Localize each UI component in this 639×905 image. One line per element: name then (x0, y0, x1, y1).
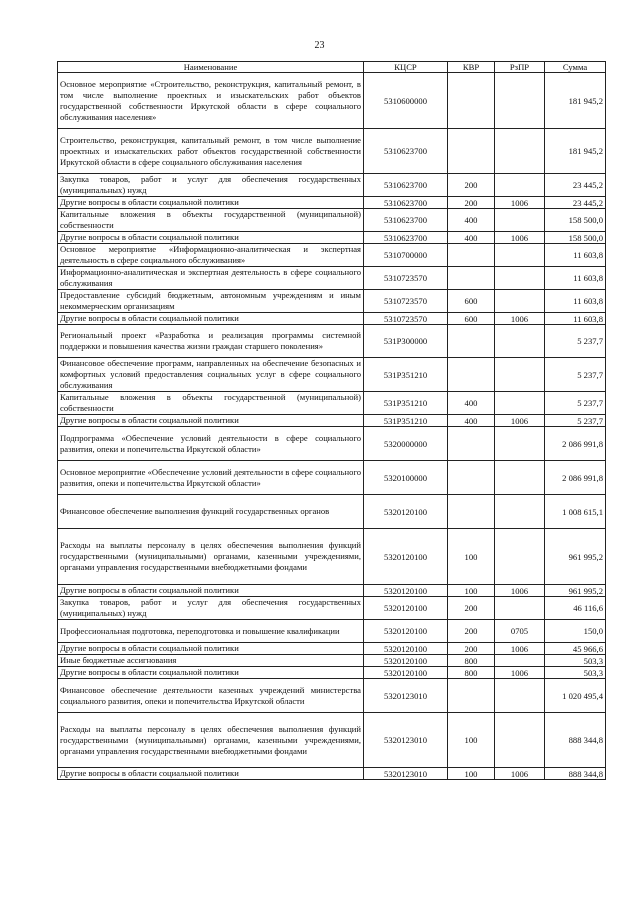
row-name: Закупка товаров, работ и услуг для обеспечения государственных (муниципальных) нужд (58, 597, 364, 620)
row-kcsr: 5320120100 (364, 495, 448, 529)
row-sum: 23 445,2 (545, 174, 606, 197)
header-sum: Сумма (545, 62, 606, 73)
table-row (58, 267, 606, 290)
row-kvr: 600 (448, 313, 495, 325)
row-rzpr (495, 267, 545, 290)
row-kvr: 100 (448, 768, 495, 780)
row-kcsr: 5320120100 (364, 667, 448, 679)
header-rzpr: РзПР (495, 62, 545, 73)
row-kcsr: 5320120100 (364, 529, 448, 585)
row-name: Подпрограмма «Обеспечение условий деятельности в сфере социального развития, опеки и попечительства Иркутской области» (58, 427, 364, 461)
row-kcsr: 531P300000 (364, 325, 448, 358)
row-kcsr: 5310623700 (364, 209, 448, 232)
row-kcsr: 5310723570 (364, 290, 448, 313)
row-name: Предоставление субсидий бюджетным, автономным учреждениям и иным некоммерческим организациям (58, 290, 364, 313)
row-rzpr (495, 461, 545, 495)
row-kvr: 600 (448, 290, 495, 313)
row-sum: 961 995,2 (545, 529, 606, 585)
table-row (58, 713, 606, 768)
row-rzpr (495, 358, 545, 392)
header-kvr: КВР (448, 62, 495, 73)
row-kcsr: 5320120100 (364, 585, 448, 597)
row-name: Капитальные вложения в объекты государственной (муниципальной) собственности (58, 392, 364, 415)
row-rzpr (495, 290, 545, 313)
row-kcsr: 5320123010 (364, 768, 448, 780)
row-sum: 2 086 991,8 (545, 427, 606, 461)
row-rzpr: 1006 (495, 585, 545, 597)
row-name: Расходы на выплаты персоналу в целях обеспечения выполнения функций государственными (муниципальными) органами, казенными учреждениями, органами управления государственными внебюджетными фондами (58, 713, 364, 768)
page-number: 23 (314, 40, 325, 51)
table-row (58, 392, 606, 415)
row-rzpr (495, 392, 545, 415)
row-kcsr: 5310623700 (364, 232, 448, 244)
row-kvr (448, 325, 495, 358)
row-rzpr (495, 174, 545, 197)
row-sum: 23 445,2 (545, 197, 606, 209)
table-row (58, 232, 606, 244)
row-sum: 11 603,8 (545, 244, 606, 267)
row-kvr: 400 (448, 209, 495, 232)
row-rzpr (495, 597, 545, 620)
row-rzpr: 1006 (495, 667, 545, 679)
table-row (58, 667, 606, 679)
row-sum: 11 603,8 (545, 290, 606, 313)
row-sum: 158 500,0 (545, 232, 606, 244)
row-kvr: 400 (448, 392, 495, 415)
row-sum: 5 237,7 (545, 325, 606, 358)
header-name: Наименование (58, 62, 364, 73)
row-rzpr (495, 529, 545, 585)
table-row (58, 585, 606, 597)
table-row (58, 427, 606, 461)
row-sum: 503,3 (545, 655, 606, 667)
row-rzpr (495, 209, 545, 232)
table-row (58, 313, 606, 325)
row-name: Другие вопросы в области социальной политики (58, 313, 364, 325)
table-row (58, 129, 606, 174)
row-kvr: 100 (448, 713, 495, 768)
table-body (58, 73, 606, 780)
row-name: Другие вопросы в области социальной политики (58, 415, 364, 427)
table-row (58, 643, 606, 655)
table-row (58, 290, 606, 313)
row-kvr: 200 (448, 597, 495, 620)
row-kvr (448, 73, 495, 129)
row-name: Финансовое обеспечение деятельности казенных учреждений министерства социального развития, опеки и попечительства Иркутской области (58, 679, 364, 713)
row-sum: 150,0 (545, 620, 606, 643)
row-kcsr: 5320120100 (364, 643, 448, 655)
row-name: Расходы на выплаты персоналу в целях обеспечения выполнения функций государственными (муниципальными) органами, казенными учреждениями, органами управления государственными внебюджетными фондами (58, 529, 364, 585)
header-kcsr: КЦСР (364, 62, 448, 73)
row-name: Информационно-аналитическая и экспертная деятельность в сфере социального обслуживания (58, 267, 364, 290)
row-sum: 503,3 (545, 667, 606, 679)
row-sum: 181 945,2 (545, 129, 606, 174)
row-kvr: 200 (448, 620, 495, 643)
row-kvr (448, 495, 495, 529)
row-name: Основное мероприятие «Информационно-аналитическая и экспертная деятельность в сфере социального обслуживания» (58, 244, 364, 267)
table-row (58, 620, 606, 643)
row-kvr: 200 (448, 197, 495, 209)
row-name: Закупка товаров, работ и услуг для обеспечения государственных (муниципальных) нужд (58, 174, 364, 197)
row-kvr (448, 461, 495, 495)
row-kvr (448, 267, 495, 290)
row-sum: 158 500,0 (545, 209, 606, 232)
row-kvr (448, 679, 495, 713)
row-kcsr: 5310700000 (364, 244, 448, 267)
table-row (58, 768, 606, 780)
row-kvr (448, 129, 495, 174)
row-rzpr (495, 325, 545, 358)
row-rzpr (495, 73, 545, 129)
row-sum: 5 237,7 (545, 392, 606, 415)
table-row (58, 174, 606, 197)
row-kvr (448, 358, 495, 392)
row-kcsr: 5320123010 (364, 679, 448, 713)
table-row (58, 244, 606, 267)
row-name: Основное мероприятие «Строительство, реконструкция, капитальный ремонт, в том числе выполнение проектных и изыскательских работ объектов государственной собственности Иркутской области в сфере социального обслуживания населения» (58, 73, 364, 129)
row-kcsr: 5310623700 (364, 174, 448, 197)
row-rzpr: 1006 (495, 415, 545, 427)
table-row (58, 529, 606, 585)
row-kcsr: 5310600000 (364, 73, 448, 129)
row-kvr: 800 (448, 655, 495, 667)
row-sum: 5 237,7 (545, 415, 606, 427)
row-sum: 961 995,2 (545, 585, 606, 597)
row-kcsr: 5310723570 (364, 313, 448, 325)
row-kcsr: 5320123010 (364, 713, 448, 768)
row-rzpr (495, 495, 545, 529)
row-rzpr: 1006 (495, 643, 545, 655)
row-sum: 1 020 495,4 (545, 679, 606, 713)
row-sum: 888 344,8 (545, 768, 606, 780)
row-kcsr: 531P351210 (364, 392, 448, 415)
table-row (58, 461, 606, 495)
row-kcsr: 531P351210 (364, 358, 448, 392)
row-sum: 181 945,2 (545, 73, 606, 129)
row-name: Иные бюджетные ассигнования (58, 655, 364, 667)
row-kcsr: 5320120100 (364, 597, 448, 620)
row-kcsr: 5320120100 (364, 620, 448, 643)
row-name: Основное мероприятие «Обеспечение условий деятельности в сфере социального развития, опеки и попечительства Иркутской области» (58, 461, 364, 495)
row-name: Другие вопросы в области социальной политики (58, 197, 364, 209)
row-rzpr (495, 713, 545, 768)
row-kcsr: 5320100000 (364, 461, 448, 495)
row-kvr: 100 (448, 585, 495, 597)
row-kvr: 800 (448, 667, 495, 679)
table-row (58, 209, 606, 232)
row-rzpr: 1006 (495, 232, 545, 244)
row-kcsr: 5320120100 (364, 655, 448, 667)
row-kcsr: 5310723570 (364, 267, 448, 290)
table-row (58, 73, 606, 129)
table-row (58, 325, 606, 358)
row-sum: 11 603,8 (545, 313, 606, 325)
row-kvr: 200 (448, 174, 495, 197)
row-sum: 11 603,8 (545, 267, 606, 290)
row-rzpr (495, 244, 545, 267)
row-sum: 46 116,6 (545, 597, 606, 620)
row-kcsr: 531P351210 (364, 415, 448, 427)
row-rzpr (495, 655, 545, 667)
table-row (58, 358, 606, 392)
table-row (58, 597, 606, 620)
table-row (58, 495, 606, 529)
table-row (58, 679, 606, 713)
row-name: Другие вопросы в области социальной политики (58, 667, 364, 679)
row-sum: 45 966,6 (545, 643, 606, 655)
row-kvr: 200 (448, 643, 495, 655)
row-rzpr (495, 679, 545, 713)
row-kcsr: 5320000000 (364, 427, 448, 461)
row-name: Другие вопросы в области социальной политики (58, 232, 364, 244)
row-rzpr: 1006 (495, 768, 545, 780)
row-name: Капитальные вложения в объекты государственной (муниципальной) собственности (58, 209, 364, 232)
row-sum: 2 086 991,8 (545, 461, 606, 495)
row-name: Другие вопросы в области социальной политики (58, 768, 364, 780)
row-rzpr (495, 129, 545, 174)
row-name: Финансовое обеспечение выполнения функций государственных органов (58, 495, 364, 529)
table-row (58, 415, 606, 427)
row-rzpr: 0705 (495, 620, 545, 643)
row-name: Другие вопросы в области социальной политики (58, 585, 364, 597)
row-kcsr: 5310623700 (364, 129, 448, 174)
row-sum: 5 237,7 (545, 358, 606, 392)
row-kvr (448, 427, 495, 461)
row-rzpr: 1006 (495, 313, 545, 325)
row-rzpr: 1006 (495, 197, 545, 209)
row-kvr: 100 (448, 529, 495, 585)
row-name: Строительство, реконструкция, капитальный ремонт, в том числе выполнение проектных и изыскательских работ объектов государственной собственности Иркутской области в сфере социального обслуживания населения (58, 129, 364, 174)
budget-table (57, 61, 606, 780)
row-name: Профессиональная подготовка, переподготовка и повышение квалификации (58, 620, 364, 643)
table-header-row (58, 62, 606, 73)
row-kvr (448, 244, 495, 267)
table-row (58, 197, 606, 209)
table-row (58, 655, 606, 667)
row-sum: 888 344,8 (545, 713, 606, 768)
row-name: Финансовое обеспечение программ, направленных на обеспечение безопасных и комфортных условий предоставления социальных услуг в сфере социального обслуживания (58, 358, 364, 392)
row-kvr: 400 (448, 415, 495, 427)
row-kvr: 400 (448, 232, 495, 244)
row-sum: 1 008 615,1 (545, 495, 606, 529)
row-rzpr (495, 427, 545, 461)
row-name: Другие вопросы в области социальной политики (58, 643, 364, 655)
row-kcsr: 5310623700 (364, 197, 448, 209)
row-name: Региональный проект «Разработка и реализация программы системной поддержки и повышения качества жизни граждан старшего поколения» (58, 325, 364, 358)
